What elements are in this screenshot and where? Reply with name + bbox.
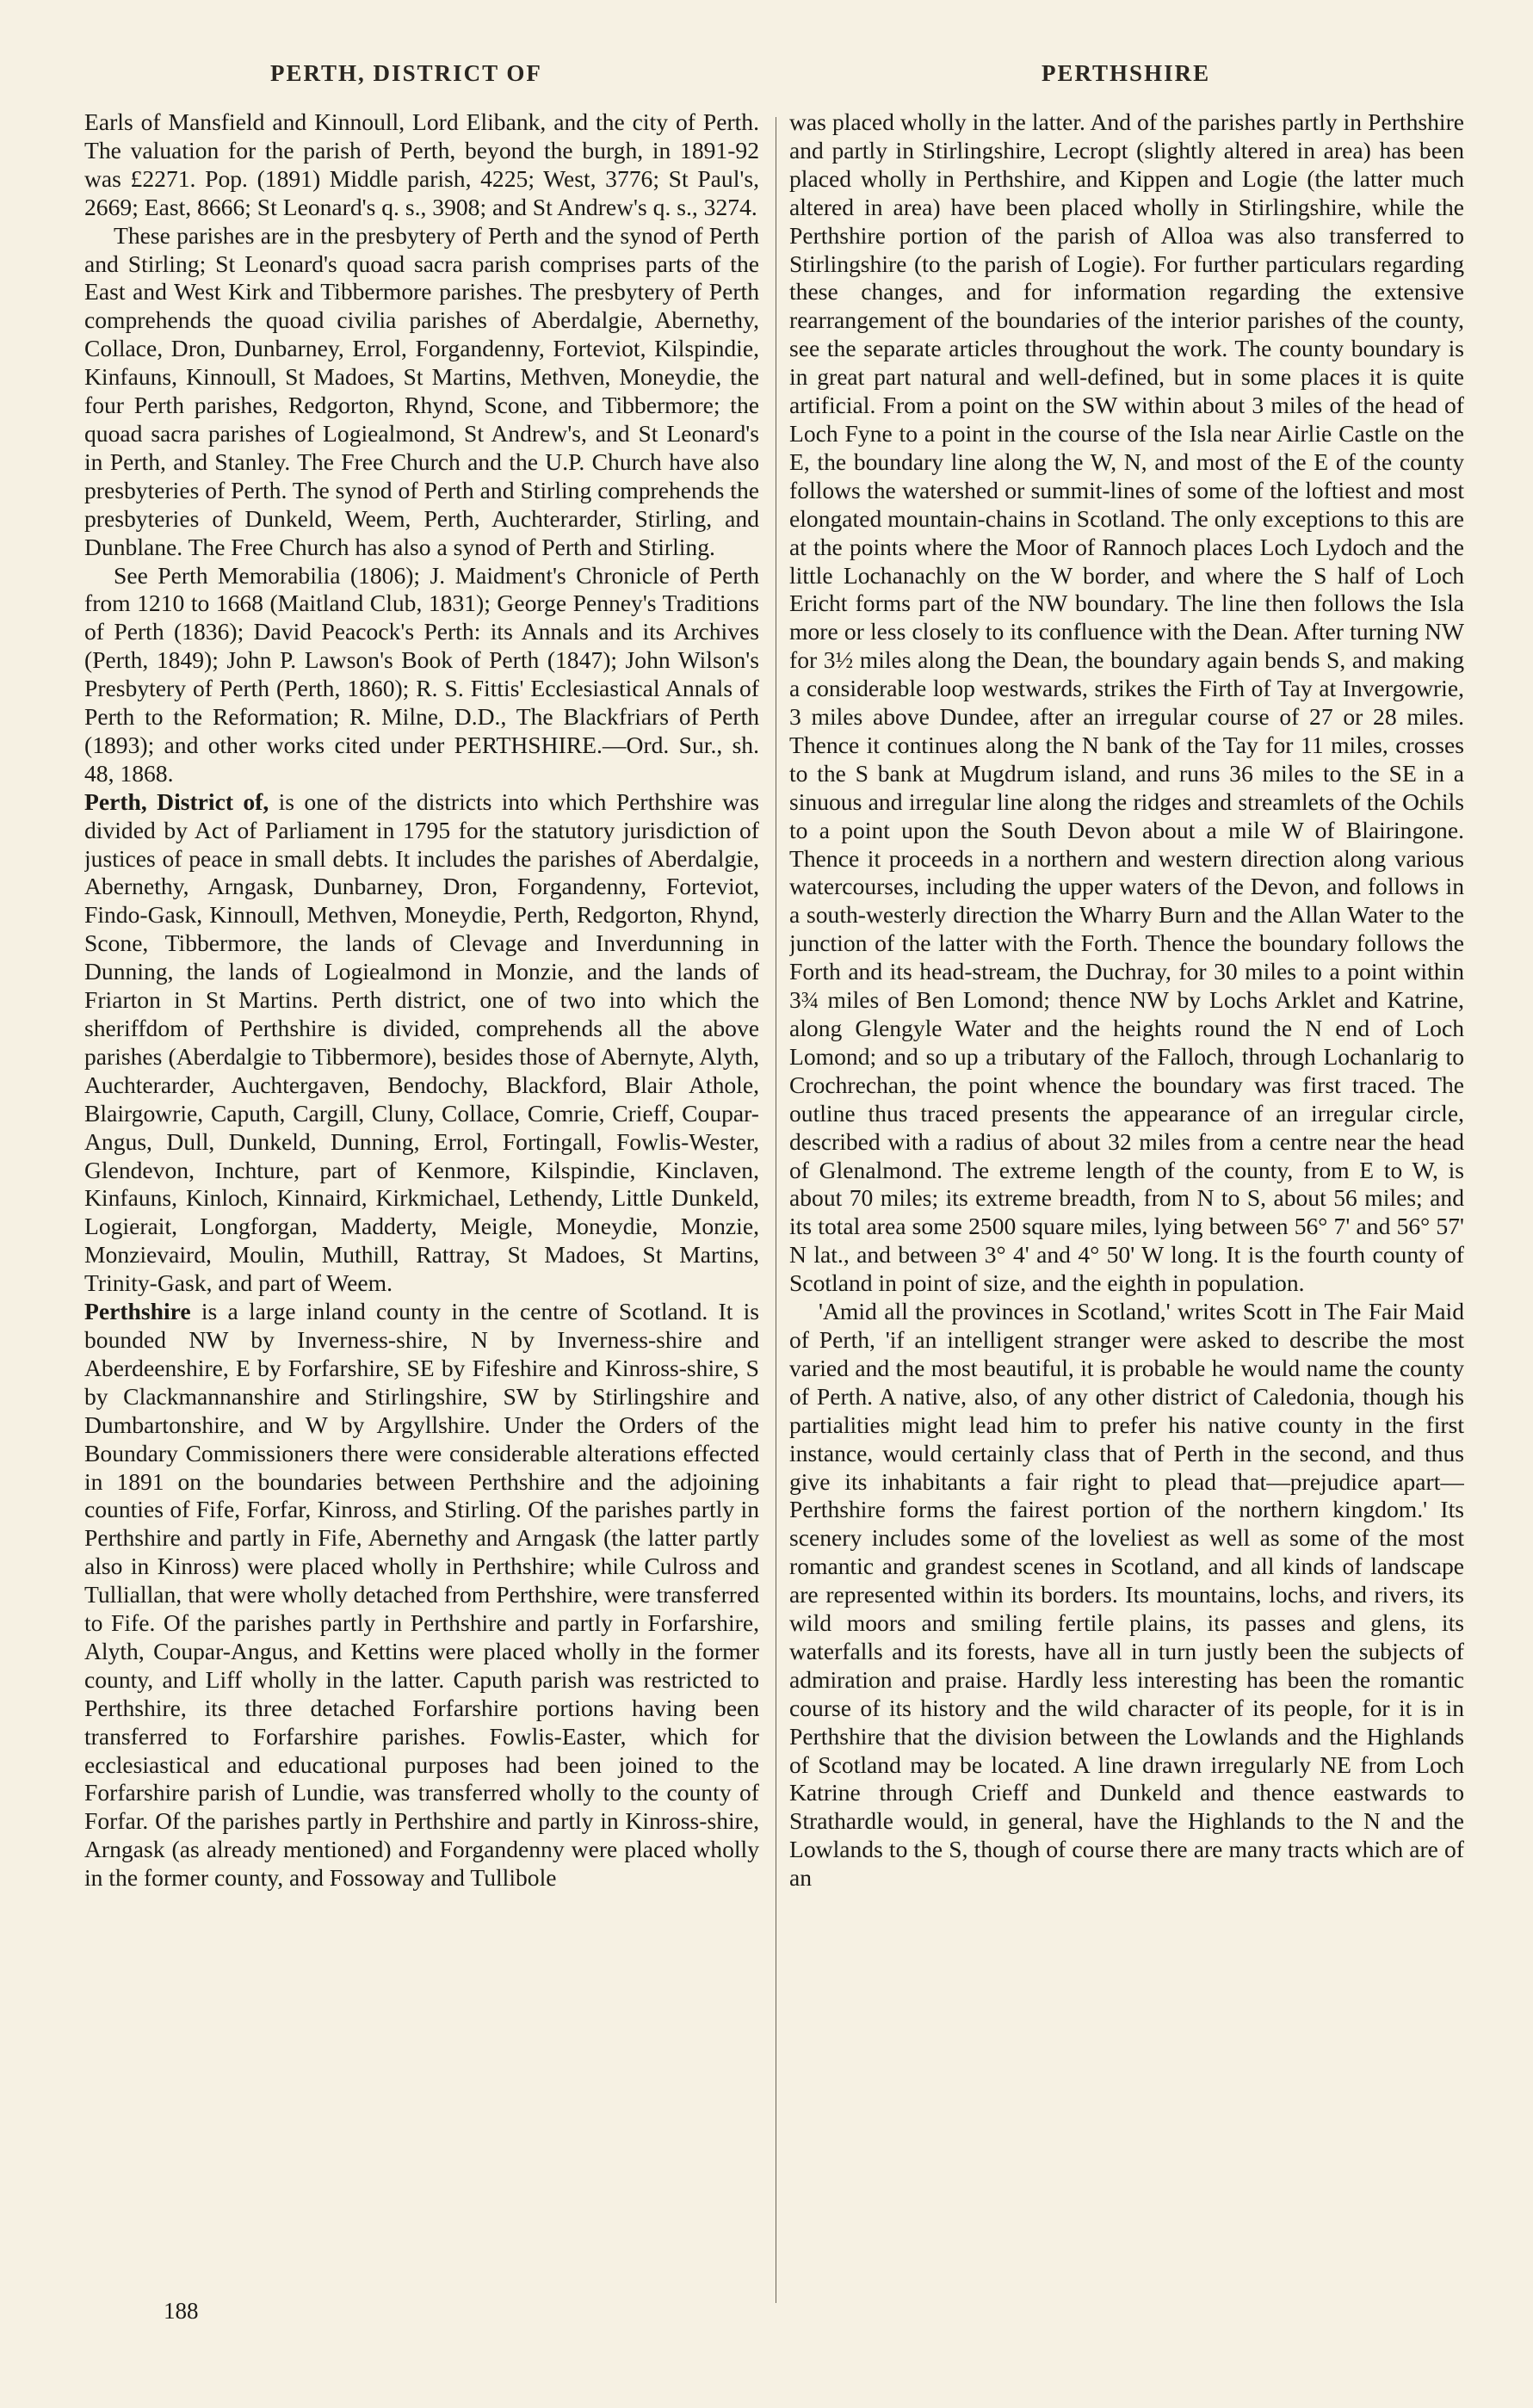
right-column: [789, 108, 1464, 2303]
entry-perthshire: [84, 1298, 759, 1892]
entry-text-perth-district: is one of the districts into which Perthshire was divided by Act of Parliament in 1795 for the statutory jurisdiction of justices of peace in small debts. It includes the parishes of Aberdalgie, Abernethy, Arngask, Dunbarney, Dron, Forgandenny, Forteviot, Findo-Gask, Kinnoull, Methven, Moneydie, Perth, Redgorton, Rhynd, Scone, Tibbermore, the lands of Clevage and Inverdunning in Dunning, the lands of Logiealmond in Monzie, and the lands of Friarton in St Martins. Perth district, one of two into which the sheriffdom of Perthshire is divided, comprehends all the above parishes (Aberdalgie to Tibbermore), besides those of Abernyte, Alyth, Auchterarder, Auchtergaven, Bendochy, Blackford, Blair Athole, Blairgowrie, Caputh, Cargill, Cluny, Collace, Comrie, Crieff, Coupar-Angus, Dull, Dunkeld, Dunning, Errol, Fortingall, Fowlis-Wester, Glendevon, Inchture, part of Kenmore, Kilspindie, Kinclaven, Kinfauns, Kinloch, Kinnaird, Kirkmichael, Lethendy, Little Dunkeld, Logierait, Longforgan, Madderty, Meigle, Moneydie, Monzie, Monzievaird, Moulin, Muthill, Rattray, St Madoes, St Martins, Trinity-Gask, and part of Weem.: [84, 787, 759, 1297]
paragraph-boundaries: was placed wholly in the latter. And of the parishes partly in Perthshire and partly in Stirlingshire, Lecropt (slightly altered in area) has been placed wholly in Perthshire, and Kippen and Logie (the latter much altered in area) have been placed wholly in Stirlingshire, while the Perthshire portion of the parish of Alloa was also transferred to Stirlingshire (to the parish of Logie). For further particulars regarding these changes, and for information regarding the extensive rearrangement of the boundaries of the interior parishes of the county, see the separate articles throughout the work. The county boundary is in great part natural and well-defined, but in some places it is quite artificial. From a point on the SW within about 3 miles of the head of Loch Fyne to a point in the course of the Isla near Airlie Castle on the E, the boundary line along the W, N, and most of the E of the county follows the watershed or summit-lines of some of the loftiest and most elongated mountain-chains in Scotland. The only exceptions to this are at the points where the Moor of Rannoch places Loch Lydoch and the little Lochanachly on the W border, and where the S half of Loch Ericht forms part of the NW boundary. The line then follows the Isla more or less closely to its confluence with the Dean. After turning NW for 3½ miles along the Dean, the boundary again bends S, and making a considerable loop westwards, strikes the Firth of Tay at Invergowrie, 3 miles above Dundee, after an irregular course of 27 or 28 miles. Thence it continues along the N bank of the Tay for 11 miles, crosses to the S bank at Mugdrum island, and runs 36 miles to the SE in a sinuous and irregular line along the ridges and streamlets of the Ochils to a point upon the South Devon about a mile W of Blairingone. Thence it proceeds in a northern and western direction along various watercourses, including the upper waters of the Devon, and follows in a south-westerly direction the Wharry Burn and the Allan Water to the junction of the latter with the Forth. Thence the boundary follows the Forth and its head-stream, the Duchray, for 30 miles to a point within 3¾ miles of Ben Lomond; thence NW by Lochs Arklet and Katrine, along Glengyle Water and the heights round the N end of Loch Lomond; and so up a tributary of the Falloch, through Lochanlarig to Crochrechan, the point whence the boundary was first traced. The outline thus traced presents the appearance of an irregular circle, described with a radius of about 32 miles from a centre near the head of Glenalmond. The extreme length of the county, from E to W, is about 70 miles; its extreme breadth, from N to S, about 56 miles; and its total area some 2500 square miles, lying between 56° 7' and 56° 57' N lat., and between 3° 4' and 4° 50' W long. It is the fourth county of Scotland in point of size, and the eighth in population.: [789, 108, 1464, 1297]
paragraph-presbytery: These parishes are in the presbytery of Perth and the synod of Perth and Stirling; St Leonard's quoad sacra parish comprises parts of the East and West Kirk and Tibbermore parishes. The presbytery of Perth comprehends the quoad civilia parishes of Aberdalgie, Abernethy, Collace, Dron, Dunbarney, Errol, Forgandenny, Forteviot, Kilspindie, Kinfauns, Kinnoull, St Madoes, St Martins, Methven, Moneydie, the four Perth parishes, Redgorton, Rhynd, Scone, and Tibbermore; the quoad sacra parishes of Logiealmond, St Andrew's, and St Leonard's in Perth, and Stanley. The Free Church and the U.P. Church have also presbyteries of Perth. The synod of Perth and Stirling comprehends the presbyteries of Dunkeld, Weem, Perth, Auchterarder, Stirling, and Dunblane. The Free Church has also a synod of Perth and Stirling.: [84, 221, 759, 560]
running-head-right: PERTHSHIRE: [1042, 60, 1211, 86]
entry-perth-district: [84, 788, 759, 1298]
paragraph-bibliography: See Perth Memorabilia (1806); J. Maidment's Chronicle of Perth from 1210 to 1668 (Maitland Club, 1831); George Penney's Traditions of Perth (1836); David Peacock's Perth: its Annals and its Archives (Perth, 1849); John P. Lawson's Book of Perth (1847); John Wilson's Presbytery of Perth (Perth, 1860); R. S. Fittis' Ecclesiastical Annals of Perth to the Reformation; R. Milne, D.D., The Blackfriars of Perth (1893); and other works cited under PERTHSHIRE.—Ord. Sur., sh. 48, 1868.: [84, 561, 759, 787]
running-head-left: PERTH, DISTRICT OF: [270, 60, 542, 86]
entry-term-perth-district: Perth, District of,: [84, 787, 269, 815]
entry-text-perthshire: is a large inland county in the centre of Scotland. It is bounded NW by Inverness-shire, N by Inverness-shire and Aberdeenshire, E by Forfarshire, SE by Fifeshire and Kinross-shire, S by Clackmannanshire and Stirlingshire, SW by Stirlingshire and Dumbartonshire, and W by Argyllshire. Under the Orders of the Boundary Commissioners there were considerable alterations effected in 1891 on the boundaries between Perthshire and the adjoining counties of Fife, Forfar, Kinross, and Stirling. Of the parishes partly in Perthshire and partly in Fife, Abernethy and Arngask (the latter partly also in Kinross) were placed wholly in Perthshire; while Culross and Tulliallan, that were wholly detached from Perthshire, were transferred to Fife. Of the parishes partly in Perthshire and partly in Forfarshire, Alyth, Coupar-Angus, and Kettins were placed wholly in the former county, and Liff wholly in the latter. Caputh parish was restricted to Perthshire, its three detached Forfarshire portions having been transferred to Forfarshire parishes. Fowlis-Easter, which for ecclesiastical and educational purposes had been joined to the Forfarshire parish of Lundie, was transferred wholly to the county of Forfar. Of the parishes partly in Perthshire and partly in Kinross-shire, Arngask (as already mentioned) and Forgandenny were placed wholly in the former county, and Fossoway and Tullibole: [84, 1298, 759, 1892]
paragraph-scott-quote: 'Amid all the provinces in Scotland,' writes Scott in The Fair Maid of Perth, 'if an intelligent stranger were asked to describe the most varied and the most beautiful, it is probable he would name the county of Perth. A native, also, of any other district of Caledonia, though his partialities might lead him to prefer his native county in the first instance, would certainly class that of Perth in the second, and thus give its inhabitants a fair right to plead that—prejudice apart—Perthshire forms the fairest portion of the northern kingdom.' Its scenery includes some of the loveliest as well as some of the most romantic and grandest scenes in Scotland, and all kinds of landscape are represented within its borders. Its mountains, lochs, and rivers, its wild moors and smiling fertile plains, its passes and glens, its waterfalls and its forests, have all in turn justly been the subjects of admiration and praise. Hardly less interesting has been the romantic course of its history and the wild character of its people, for it is in Perthshire that the division between the Lowlands and the Highlands of Scotland may be located. A line drawn irregularly NE from Loch Katrine through Crieff and Dunkeld and thence eastwards to Strathardle would, in general, have the Highlands to the N and the Lowlands to the S, though of course there are many tracts which are of an: [789, 1298, 1464, 1892]
paragraph-perth-parishes-continued: Earls of Mansfield and Kinnoull, Lord Elibank, and the city of Perth. The valuation for the parish of Perth, beyond the burgh, in 1891-92 was £2271. Pop. (1891) Middle parish, 4225; West, 3776; St Paul's, 2669; East, 8666; St Leonard's q. s., 3908; and St Andrew's q. s., 3274.: [84, 108, 759, 220]
page-number: 188: [164, 2298, 199, 2324]
entry-term-perthshire: Perthshire: [84, 1298, 191, 1325]
left-column: [84, 108, 759, 2303]
